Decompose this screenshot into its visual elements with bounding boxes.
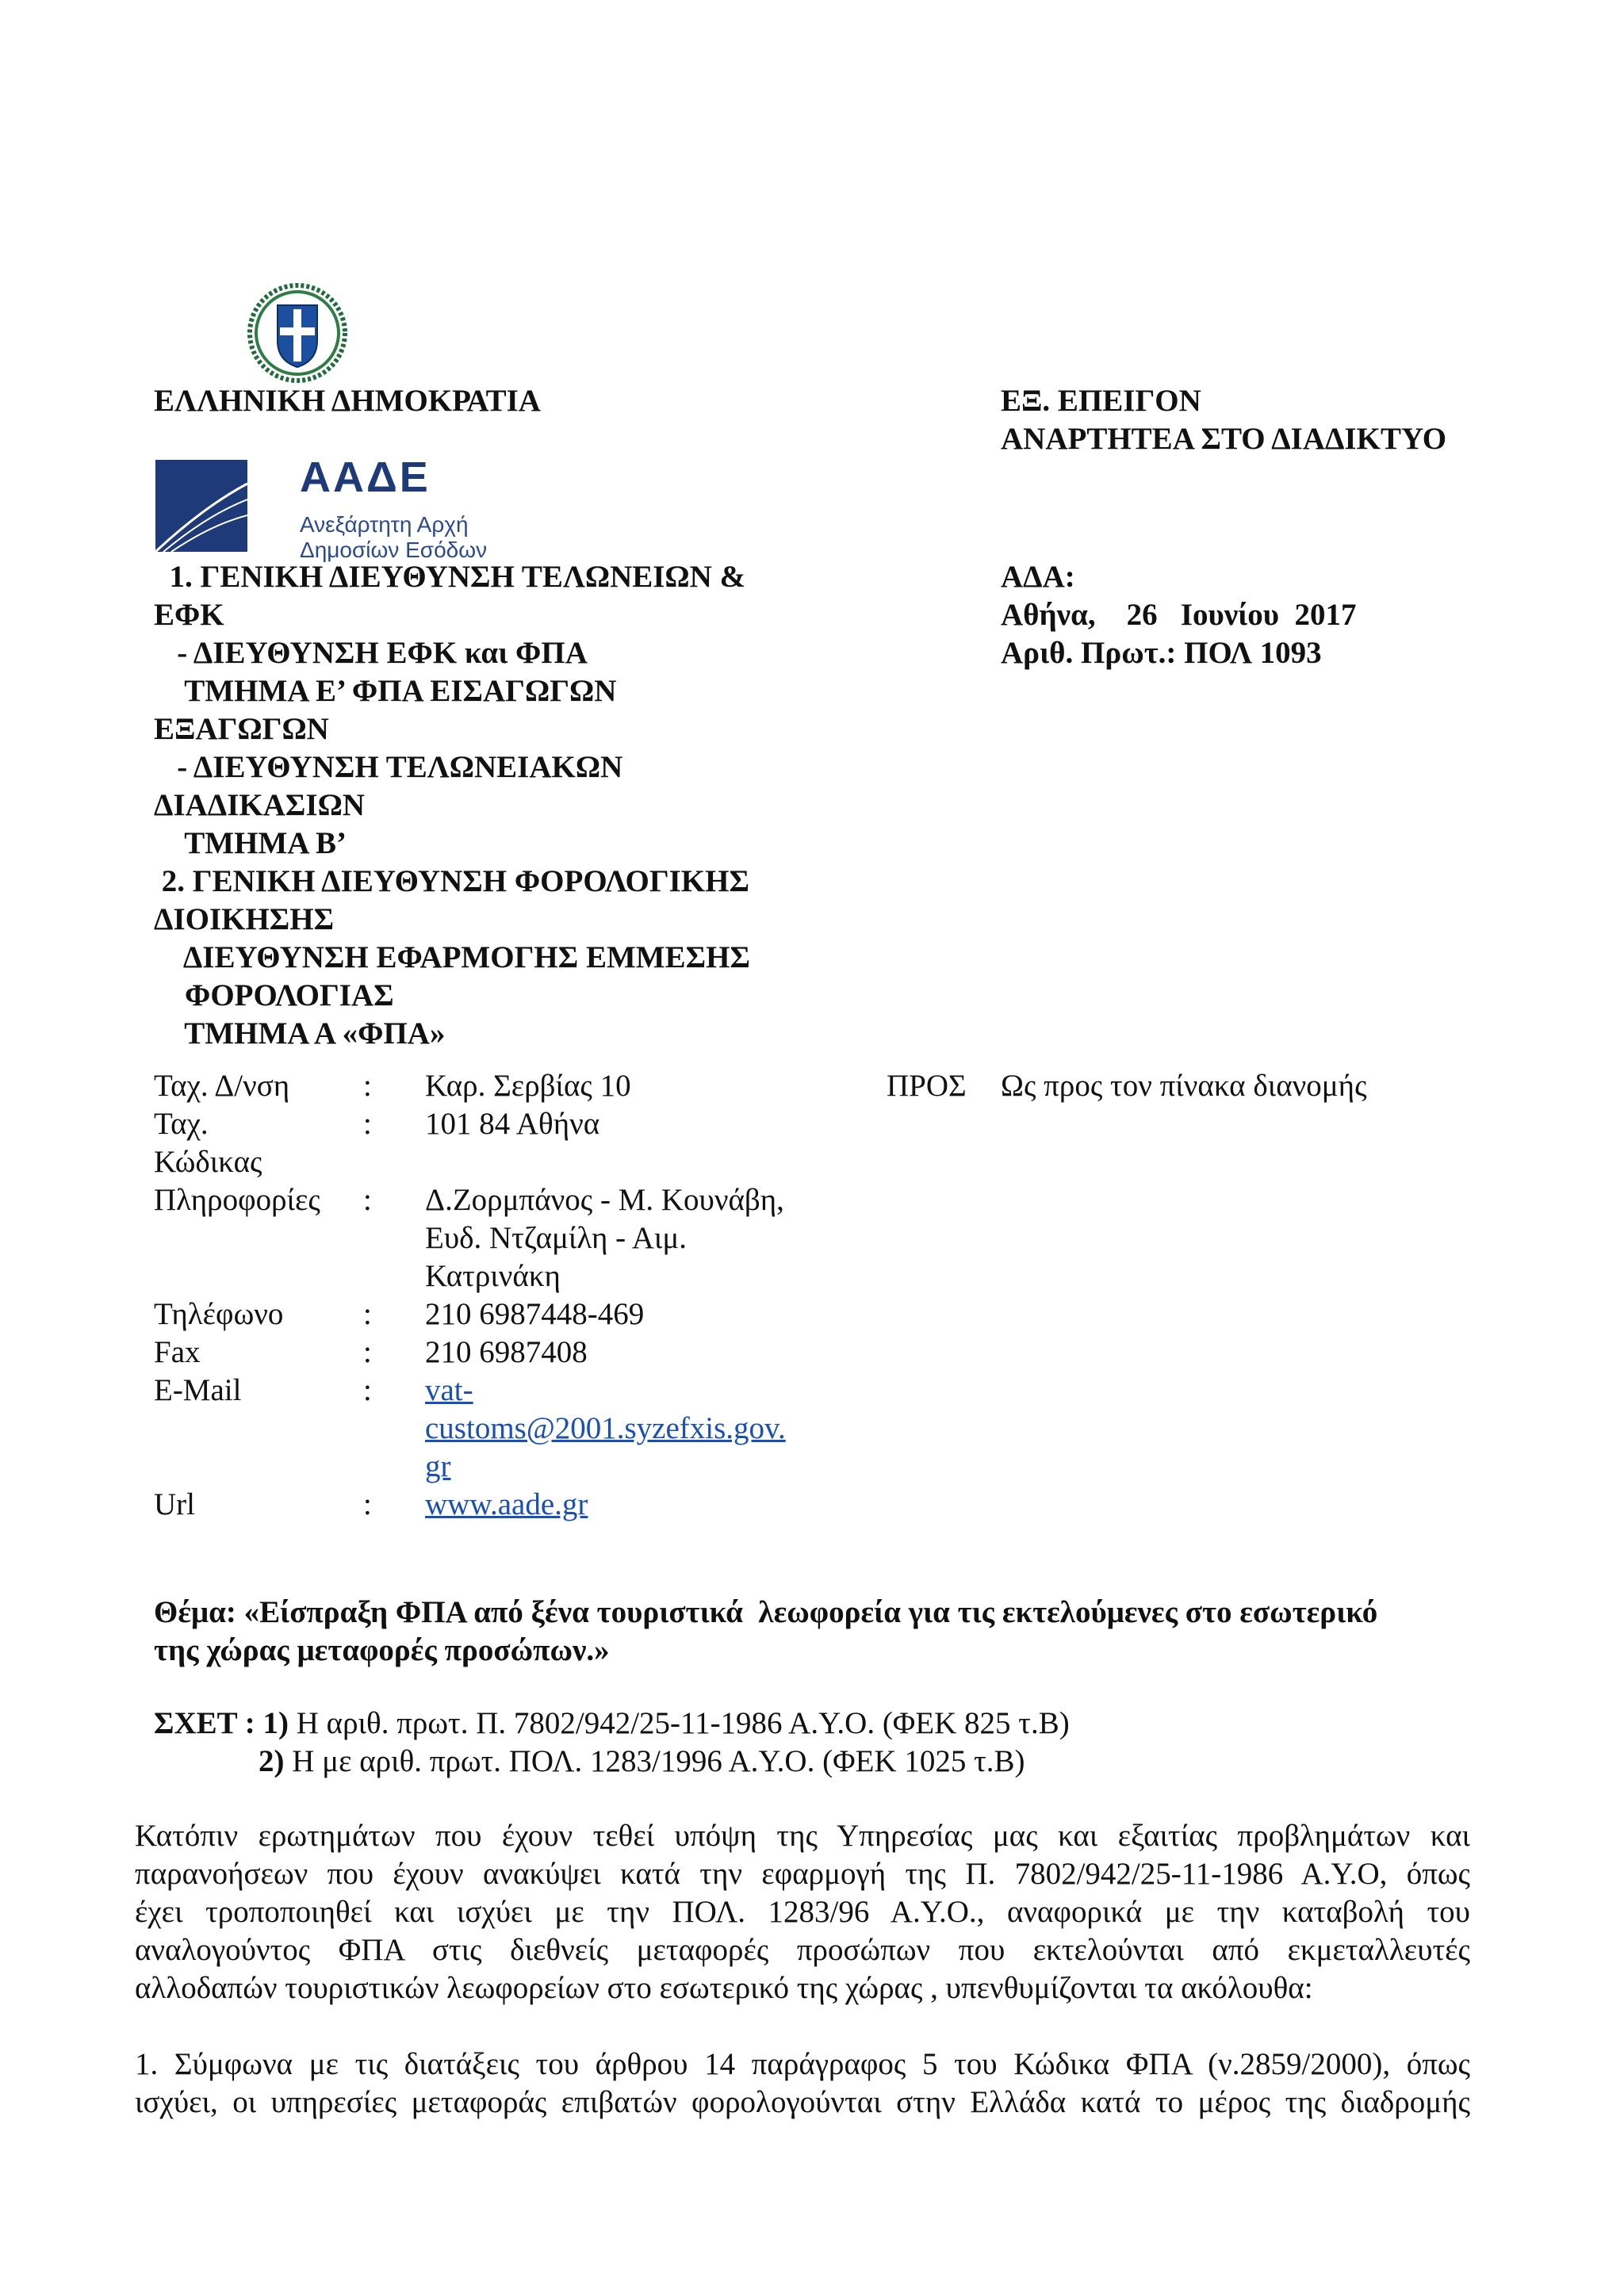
greek-emblem-icon bbox=[246, 281, 349, 385]
republic-title: ΕΛΛΗΝΙΚΗ ΔΗΜΟΚΡΑΤΙΑ bbox=[154, 384, 541, 418]
reference-2 bbox=[259, 1743, 1025, 1781]
colon: : bbox=[363, 1183, 372, 1217]
paragraph-line: ισχύει, οι υπηρεσίες μεταφοράς επιβατών φορολογούνται στην Ελλάδα κατά το μέρος της διαδρομής bbox=[135, 2085, 1470, 2119]
department-line: ΔΙΕΥΘΥΝΣΗ ΕΦΑΡΜΟΓΗΣ ΕΜΜΕΣΗΣ bbox=[154, 940, 750, 974]
fax-value: 210 6987408 bbox=[425, 1335, 588, 1369]
body-paragraph-1 bbox=[135, 1817, 1470, 2007]
department-line: ΔΙΟΙΚΗΣΗΣ bbox=[154, 902, 335, 936]
email-link-line2[interactable]: customs@2001.syzefxis.gov. bbox=[425, 1411, 786, 1445]
address-label: Ταχ. Δ/νση bbox=[154, 1069, 290, 1103]
info-value-line1: Δ.Ζορμπάνος - Μ. Κουνάβη, bbox=[425, 1183, 784, 1217]
department-line: ΔΙΑΔΙΚΑΣΙΩΝ bbox=[154, 788, 365, 822]
department-line: - ΔΙΕΥΘΥΝΣΗ ΕΦΚ και ΦΠΑ bbox=[154, 636, 588, 670]
phone-value: 210 6987448-469 bbox=[425, 1297, 645, 1331]
phone-label: Τηλέφωνο bbox=[154, 1297, 284, 1331]
paragraph-line: αναλογούντος ΦΠΑ στις διεθνείς μεταφορές προσώπων που εκτελούνται από εκμεταλλευτές bbox=[135, 1933, 1470, 1967]
subject-line1: Θέμα: «Είσπραξη ΦΠΑ από ξένα τουριστικά λεωφορεία για τις εκτελούμενες στο εσωτερικό bbox=[154, 1595, 1378, 1629]
recipient-value: Ως προς τον πίνακα διανομής bbox=[1001, 1069, 1367, 1103]
postal-label-line1: Ταχ. bbox=[154, 1107, 209, 1141]
fax-label: Fax bbox=[154, 1335, 201, 1369]
colon: : bbox=[363, 1069, 372, 1103]
department-line: - ΔΙΕΥΘΥΝΣΗ ΤΕΛΩΝΕΙΑΚΩΝ bbox=[154, 750, 623, 784]
body-paragraph-2 bbox=[135, 2045, 1470, 2122]
urgency-label: ΕΞ. ΕΠΕΙΓΟΝ bbox=[1001, 384, 1201, 418]
paragraph-line: έχει τροποποιηθεί και ισχύει με την ΠΟΛ. 1283/96 Α.Υ.Ο., αναφορικά με την καταβολή του bbox=[135, 1895, 1470, 1929]
protocol-number: Αριθ. Πρωτ.: ΠΟΛ 1093 bbox=[1001, 636, 1322, 670]
email-link-line1[interactable]: vat- bbox=[425, 1373, 473, 1407]
aade-acronym: ΑΑΔΕ bbox=[300, 453, 431, 501]
address-value: Καρ. Σερβίας 10 bbox=[425, 1069, 631, 1103]
department-line: 2. ΓΕΝΙΚΗ ΔΙΕΥΘΥΝΣΗ ΦΟΡΟΛΟΓΙΚΗΣ bbox=[154, 864, 749, 898]
postal-label bbox=[154, 1105, 344, 1181]
reference-1 bbox=[154, 1705, 1070, 1743]
department-line: ΦΟΡΟΛΟΓΙΑΣ bbox=[154, 978, 394, 1012]
reference-2-number: 2) bbox=[259, 1744, 285, 1778]
aade-logo-text bbox=[300, 453, 487, 563]
url-label: Url bbox=[154, 1487, 195, 1521]
department-line: ΤΜΗΜΑ Ε’ ΦΠΑ ΕΙΣΑΓΩΓΩΝ bbox=[154, 674, 617, 708]
email-label: E-Mail bbox=[154, 1373, 242, 1407]
publish-label: ΑΝΑΡΤΗΤΕΑ ΣΤΟ ΔΙΑΔΙΚΤΥΟ bbox=[1001, 422, 1447, 456]
postal-label-line2: Κώδικας bbox=[154, 1145, 262, 1179]
info-value-line2: Ευδ. Ντζαμίλη - Αιμ. bbox=[425, 1221, 688, 1255]
colon: : bbox=[363, 1335, 372, 1369]
colon: : bbox=[363, 1487, 372, 1521]
subject-line2: της χώρας μεταφορές προσώπων.» bbox=[154, 1633, 610, 1667]
paragraph-line: παρανοήσεων που έχουν ανακύψει κατά την εφαρμογή της Π. 7802/942/25-11-1986 Α.Υ.Ο, όπως bbox=[135, 1857, 1470, 1891]
email-link-line3[interactable]: gr bbox=[425, 1449, 451, 1483]
reference-2-text: Η με αριθ. πρωτ. ΠΟΛ. 1283/1996 Α.Υ.Ο. (ΦΕΚ 1025 τ.Β) bbox=[284, 1744, 1025, 1778]
info-label: Πληροφορίες bbox=[154, 1183, 320, 1217]
reference-1-text: Η αριθ. πρωτ. Π. 7802/942/25-11-1986 Α.Υ.Ο. (ΦΕΚ 825 τ.Β) bbox=[288, 1706, 1070, 1740]
url-link[interactable]: www.aade.gr bbox=[425, 1487, 588, 1521]
reference-label: ΣΧΕΤ : 1) bbox=[154, 1706, 289, 1740]
email-link[interactable] bbox=[425, 1372, 964, 1486]
department-line: ΕΞΑΓΩΓΩΝ bbox=[154, 712, 329, 746]
aade-logo-icon bbox=[155, 460, 247, 552]
colon: : bbox=[363, 1297, 372, 1331]
document-date: Αθήνα, 26 Ιουνίου 2017 bbox=[1001, 598, 1357, 632]
colon: : bbox=[363, 1373, 372, 1407]
aade-line1: Ανεξάρτητη Αρχή bbox=[300, 512, 469, 537]
postal-value: 101 84 Αθήνα bbox=[425, 1107, 600, 1141]
ada-label: ΑΔΑ: bbox=[1001, 560, 1075, 594]
info-value-line3: Κατρινάκη bbox=[425, 1259, 561, 1293]
colon: : bbox=[363, 1107, 372, 1141]
paragraph-line: αλλοδαπών τουριστικών λεωφορείων στο εσωτερικό της χώρας , υπενθυμίζονται τα ακόλουθα: bbox=[135, 1971, 1313, 2005]
department-line: 1. ΓΕΝΙΚΗ ΔΙΕΥΘΥΝΣΗ ΤΕΛΩΝΕΙΩΝ & bbox=[154, 560, 746, 594]
paragraph-line: Κατόπιν ερωτημάτων που έχουν τεθεί υπόψη της Υπηρεσίας μας και εξαιτίας προβλημάτων και bbox=[135, 1819, 1470, 1853]
recipient-label: ΠΡΟΣ bbox=[887, 1069, 967, 1103]
departments-block bbox=[154, 558, 750, 1053]
department-line: ΤΜΗΜΑ Β’ bbox=[154, 826, 347, 860]
department-line: ΤΜΗΜΑ Α «ΦΠΑ» bbox=[154, 1016, 446, 1050]
info-value bbox=[425, 1181, 964, 1295]
aade-line2: Δημοσίων Εσόδων bbox=[300, 538, 488, 562]
department-line: ΕΦΚ bbox=[154, 598, 224, 632]
paragraph-line: 1. Σύμφωνα με τις διατάξεις του άρθρου 14 παράγραφος 5 του Κώδικα ΦΠΑ (ν.2859/2000), όπως bbox=[135, 2047, 1470, 2081]
